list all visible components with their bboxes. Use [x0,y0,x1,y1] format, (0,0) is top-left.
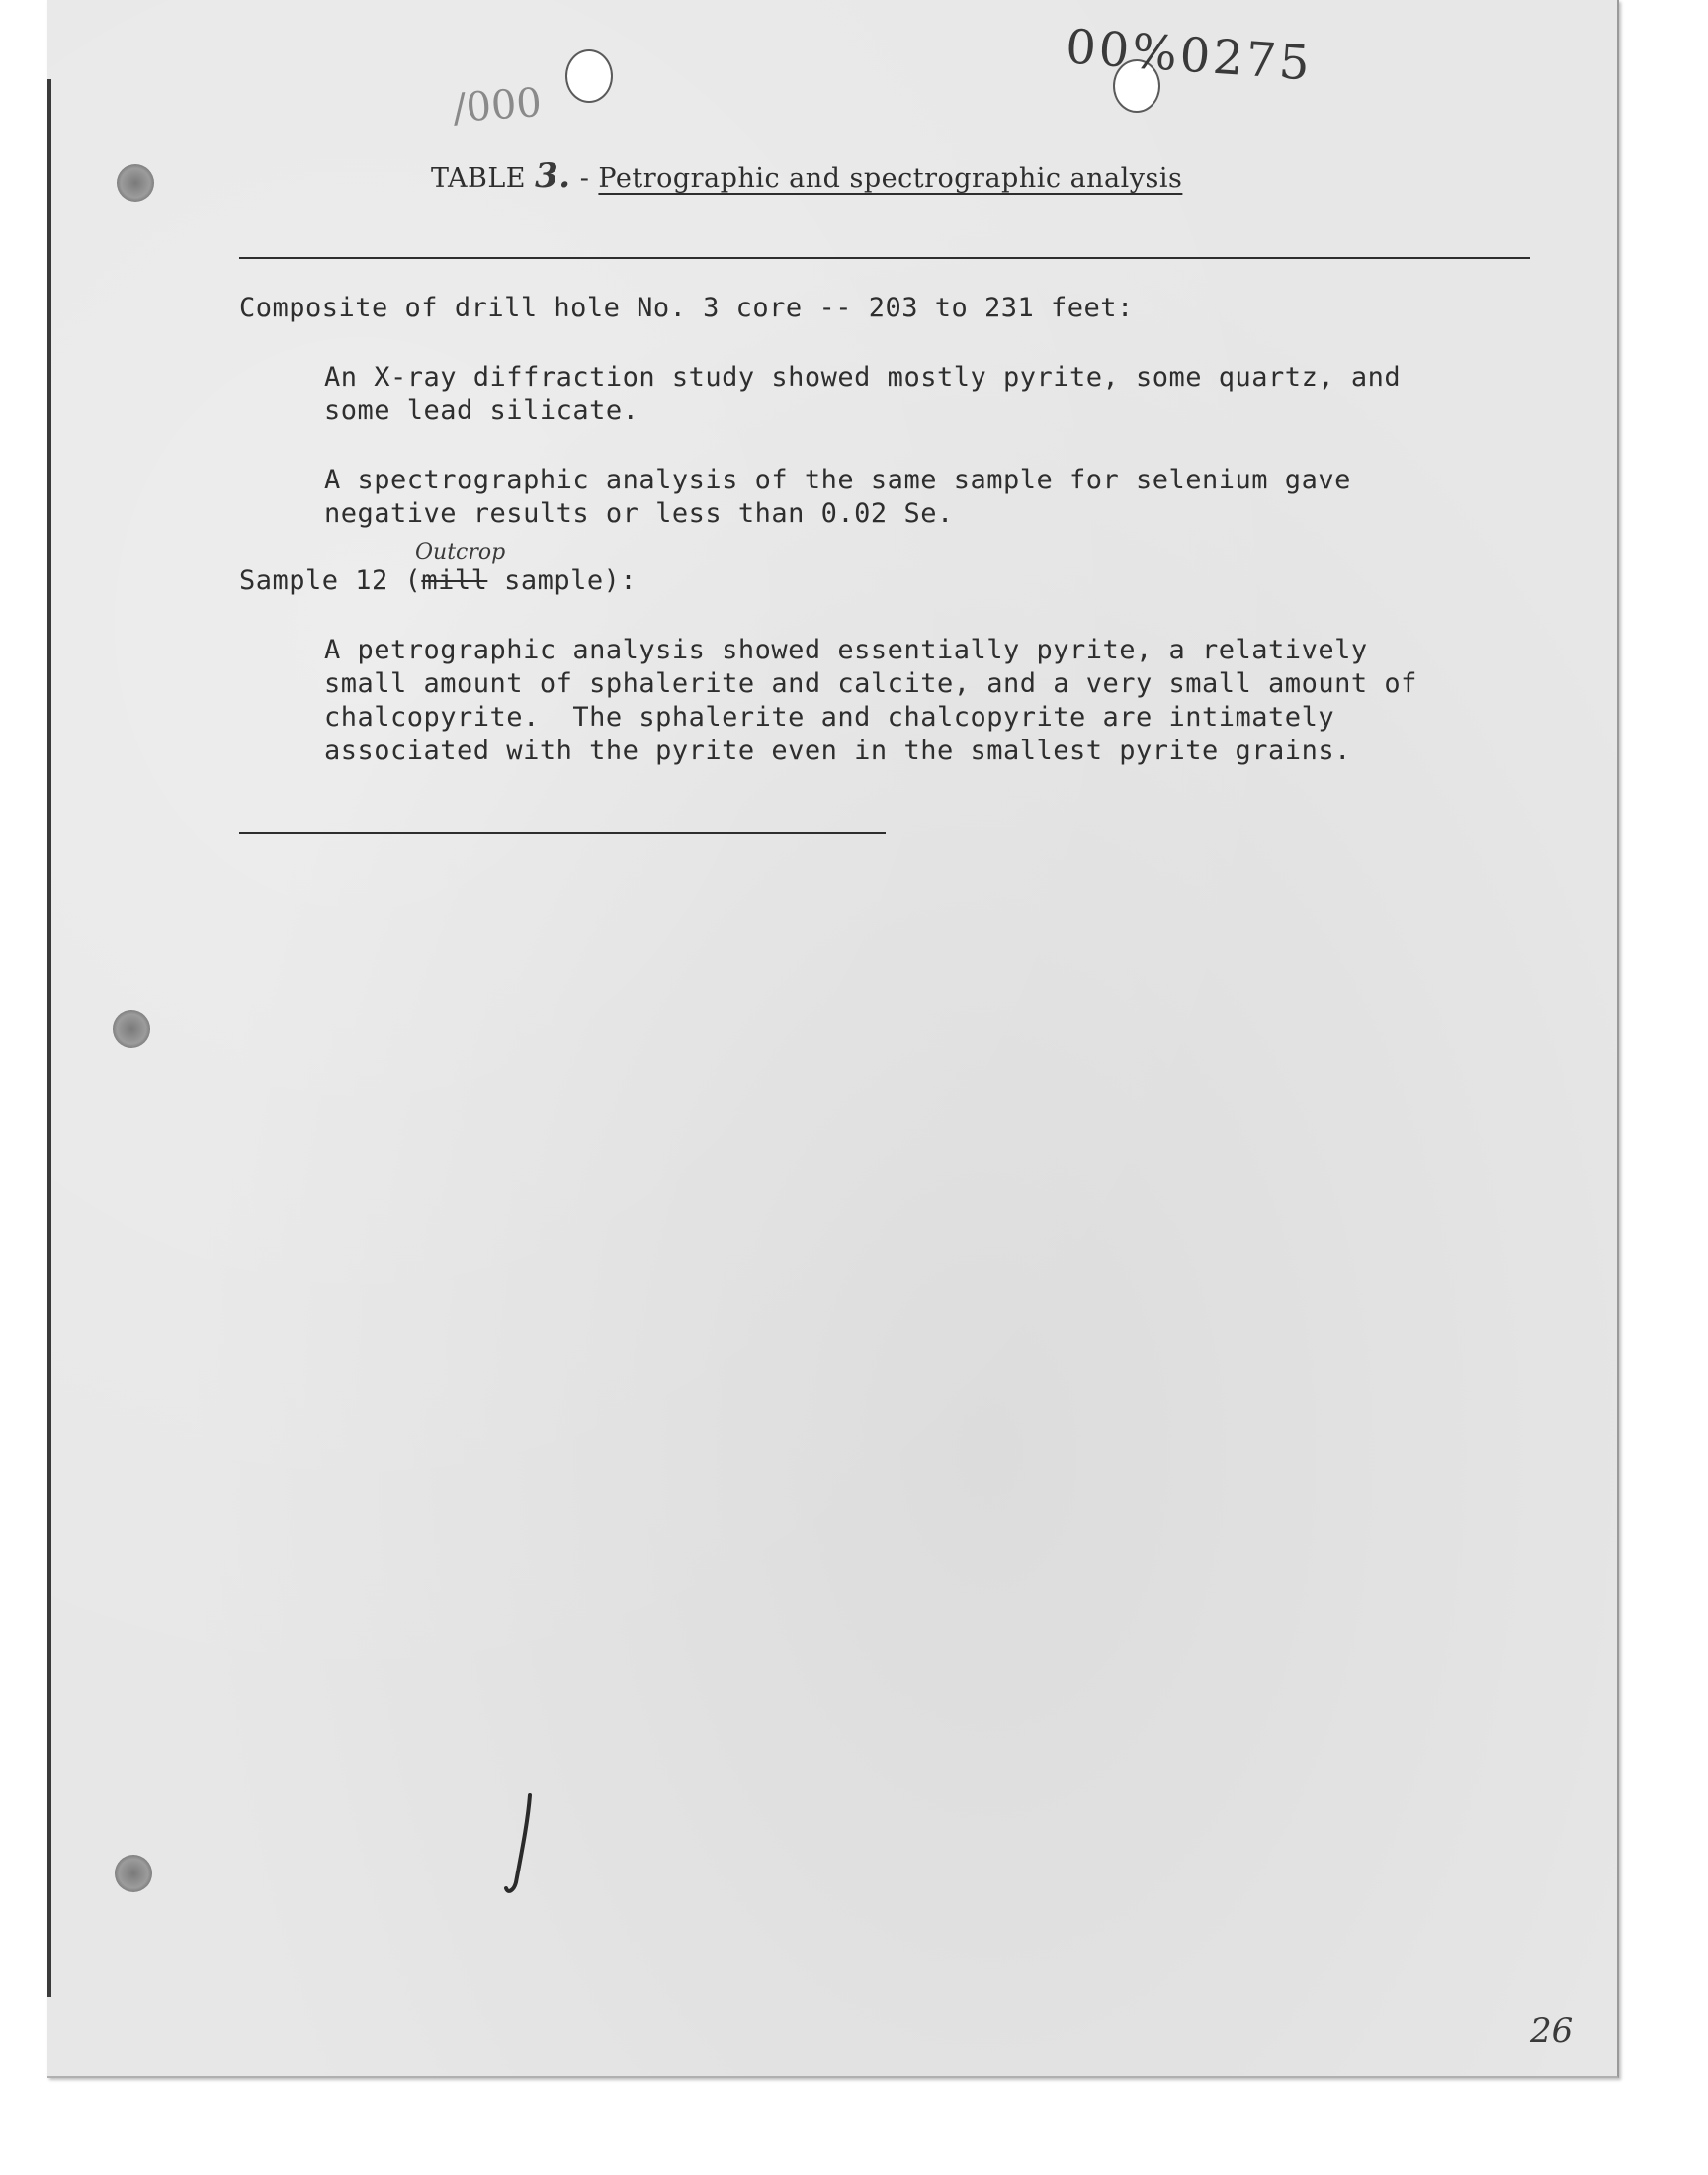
punch-hole-bottom [115,1855,152,1892]
section1-para2-line2: negative results or less than 0.02 Se. [324,498,954,529]
section2-heading [239,566,637,596]
section2-heading-suffix: sample): [487,566,638,596]
table-title-prefix: TABLE [431,163,527,194]
faint-stamp-number: /000 [451,79,544,132]
section2-para-line2: small amount of sphalerite and calcite, and a very small amount of [324,668,1417,699]
punch-hole-middle [113,1010,150,1048]
page-number: 26 [1530,2011,1574,2050]
section1-para1-line1: An X-ray diffraction study showed mostly pyrite, some quartz, and [324,362,1402,392]
handwritten-outcrop: Outcrop [415,540,506,565]
document-page [47,0,1619,2078]
page-left-edge [47,79,51,1997]
struck-text-mill: mill [421,566,488,596]
staple-hole-left [565,49,613,103]
section2-para-line3: chalcopyrite. The sphalerite and chalcopyrite are intimately [324,702,1335,733]
section1-heading: Composite of drill hole No. 3 core -- 203 to 231 feet: [239,293,1134,323]
section2-heading-prefix: Sample 12 ( [239,566,422,596]
table-caption: Petrographic and spectrographic analysis [598,163,1183,194]
section2-para-line1: A petrographic analysis showed essentially pyrite, a relatively [324,635,1368,665]
section1-para1-line2: some lead silicate. [324,395,640,426]
header-rule [239,257,1530,259]
title-dash: - [579,163,590,194]
footer-rule [239,832,886,834]
pen-mark-icon [494,1791,544,1900]
punch-hole-top [117,164,154,202]
section2-para-line4: associated with the pyrite even in the smallest pyrite grains. [324,736,1351,766]
table-number: 3. [535,156,571,196]
document-number-stamp: 00%0275 [1064,19,1315,92]
table-title [431,156,1182,196]
section1-para2-line1: A spectrographic analysis of the same sample for selenium gave [324,465,1351,495]
